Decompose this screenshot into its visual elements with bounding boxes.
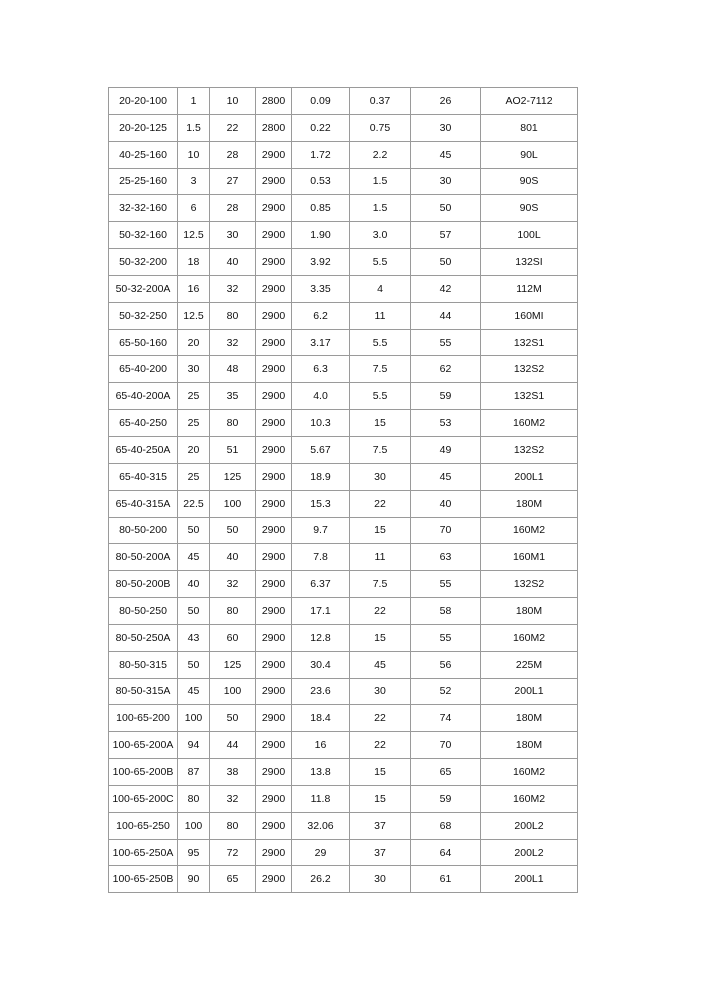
cell-model: 100-65-200 — [109, 705, 178, 732]
cell-head: 28 — [210, 141, 256, 168]
cell-shaft-power: 15.3 — [292, 490, 350, 517]
cell-head: 40 — [210, 544, 256, 571]
cell-motor-model: 180M — [481, 490, 578, 517]
cell-shaft-power: 17.1 — [292, 598, 350, 625]
cell-shaft-power: 13.8 — [292, 759, 350, 786]
table-body — [109, 88, 578, 893]
cell-motor-power: 7.5 — [350, 571, 411, 598]
cell-model: 20-20-125 — [109, 114, 178, 141]
cell-flow: 100 — [178, 812, 210, 839]
cell-efficiency: 64 — [411, 839, 481, 866]
cell-shaft-power: 7.8 — [292, 544, 350, 571]
table-row — [109, 195, 578, 222]
cell-model: 65-50-160 — [109, 329, 178, 356]
cell-model: 65-40-200 — [109, 356, 178, 383]
cell-motor-model: 132SI — [481, 249, 578, 276]
cell-model: 100-65-200B — [109, 759, 178, 786]
table-row — [109, 544, 578, 571]
cell-speed: 2900 — [256, 732, 292, 759]
cell-flow: 1.5 — [178, 114, 210, 141]
cell-shaft-power: 6.2 — [292, 302, 350, 329]
cell-motor-power: 30 — [350, 678, 411, 705]
cell-head: 32 — [210, 785, 256, 812]
table-row — [109, 114, 578, 141]
cell-head: 28 — [210, 195, 256, 222]
cell-motor-power: 30 — [350, 463, 411, 490]
cell-efficiency: 62 — [411, 356, 481, 383]
cell-efficiency: 55 — [411, 571, 481, 598]
table-row — [109, 705, 578, 732]
cell-flow: 80 — [178, 785, 210, 812]
cell-speed: 2900 — [256, 195, 292, 222]
table-row — [109, 356, 578, 383]
cell-motor-power: 4 — [350, 275, 411, 302]
cell-speed: 2900 — [256, 678, 292, 705]
cell-shaft-power: 12.8 — [292, 624, 350, 651]
cell-head: 10 — [210, 88, 256, 115]
cell-head: 27 — [210, 168, 256, 195]
cell-shaft-power: 18.9 — [292, 463, 350, 490]
cell-head: 22 — [210, 114, 256, 141]
cell-model: 80-50-315 — [109, 651, 178, 678]
cell-efficiency: 61 — [411, 866, 481, 893]
cell-head: 72 — [210, 839, 256, 866]
cell-head: 80 — [210, 598, 256, 625]
cell-model: 80-50-315A — [109, 678, 178, 705]
cell-motor-power: 2.2 — [350, 141, 411, 168]
cell-model: 40-25-160 — [109, 141, 178, 168]
cell-motor-model: 160M2 — [481, 624, 578, 651]
cell-efficiency: 58 — [411, 598, 481, 625]
cell-efficiency: 26 — [411, 88, 481, 115]
table-row — [109, 598, 578, 625]
cell-motor-model: 225M — [481, 651, 578, 678]
cell-model: 100-65-250B — [109, 866, 178, 893]
cell-efficiency: 70 — [411, 517, 481, 544]
cell-head: 32 — [210, 329, 256, 356]
cell-shaft-power: 3.17 — [292, 329, 350, 356]
cell-head: 32 — [210, 275, 256, 302]
table-row — [109, 436, 578, 463]
cell-efficiency: 56 — [411, 651, 481, 678]
cell-speed: 2900 — [256, 651, 292, 678]
cell-shaft-power: 23.6 — [292, 678, 350, 705]
cell-motor-power: 22 — [350, 732, 411, 759]
cell-motor-power: 45 — [350, 651, 411, 678]
cell-flow: 43 — [178, 624, 210, 651]
cell-motor-power: 5.5 — [350, 249, 411, 276]
cell-head: 50 — [210, 517, 256, 544]
cell-shaft-power: 3.92 — [292, 249, 350, 276]
cell-motor-model: 160M2 — [481, 785, 578, 812]
cell-motor-power: 7.5 — [350, 436, 411, 463]
cell-efficiency: 53 — [411, 410, 481, 437]
cell-motor-power: 11 — [350, 544, 411, 571]
table-row — [109, 329, 578, 356]
cell-motor-power: 1.5 — [350, 195, 411, 222]
cell-shaft-power: 4.0 — [292, 383, 350, 410]
cell-speed: 2900 — [256, 436, 292, 463]
cell-speed: 2800 — [256, 114, 292, 141]
cell-head: 44 — [210, 732, 256, 759]
cell-motor-model: 160M2 — [481, 759, 578, 786]
cell-speed: 2900 — [256, 490, 292, 517]
cell-flow: 45 — [178, 678, 210, 705]
cell-motor-model: 132S1 — [481, 383, 578, 410]
cell-speed: 2900 — [256, 249, 292, 276]
table-row — [109, 249, 578, 276]
cell-efficiency: 49 — [411, 436, 481, 463]
cell-speed: 2900 — [256, 302, 292, 329]
cell-efficiency: 45 — [411, 463, 481, 490]
cell-head: 50 — [210, 705, 256, 732]
cell-motor-model: 160M1 — [481, 544, 578, 571]
cell-model: 50-32-200A — [109, 275, 178, 302]
cell-model: 65-40-315 — [109, 463, 178, 490]
cell-motor-model: 132S1 — [481, 329, 578, 356]
cell-head: 80 — [210, 302, 256, 329]
cell-flow: 87 — [178, 759, 210, 786]
cell-shaft-power: 5.67 — [292, 436, 350, 463]
cell-motor-model: 112M — [481, 275, 578, 302]
cell-speed: 2900 — [256, 356, 292, 383]
cell-speed: 2900 — [256, 571, 292, 598]
cell-flow: 50 — [178, 598, 210, 625]
cell-model: 65-40-200A — [109, 383, 178, 410]
cell-efficiency: 59 — [411, 785, 481, 812]
cell-shaft-power: 32.06 — [292, 812, 350, 839]
cell-model: 50-32-200 — [109, 249, 178, 276]
cell-motor-model: 132S2 — [481, 356, 578, 383]
cell-shaft-power: 3.35 — [292, 275, 350, 302]
cell-model: 80-50-200A — [109, 544, 178, 571]
cell-motor-power: 37 — [350, 812, 411, 839]
cell-model: 20-20-100 — [109, 88, 178, 115]
cell-head: 51 — [210, 436, 256, 463]
table-row — [109, 571, 578, 598]
table-row — [109, 168, 578, 195]
cell-speed: 2900 — [256, 410, 292, 437]
cell-motor-model: 160M2 — [481, 410, 578, 437]
cell-head: 65 — [210, 866, 256, 893]
cell-motor-model: 200L2 — [481, 839, 578, 866]
cell-model: 65-40-250 — [109, 410, 178, 437]
cell-flow: 10 — [178, 141, 210, 168]
cell-flow: 90 — [178, 866, 210, 893]
table-row — [109, 759, 578, 786]
cell-model: 80-50-200 — [109, 517, 178, 544]
cell-model: 65-40-315A — [109, 490, 178, 517]
cell-speed: 2900 — [256, 759, 292, 786]
cell-motor-model: 801 — [481, 114, 578, 141]
cell-motor-power: 37 — [350, 839, 411, 866]
cell-head: 125 — [210, 651, 256, 678]
cell-motor-model: AO2-7112 — [481, 88, 578, 115]
cell-model: 25-25-160 — [109, 168, 178, 195]
cell-model: 100-65-200C — [109, 785, 178, 812]
cell-model: 50-32-160 — [109, 222, 178, 249]
cell-model: 100-65-250A — [109, 839, 178, 866]
cell-efficiency: 59 — [411, 383, 481, 410]
cell-efficiency: 68 — [411, 812, 481, 839]
cell-flow: 20 — [178, 329, 210, 356]
cell-shaft-power: 1.90 — [292, 222, 350, 249]
cell-head: 35 — [210, 383, 256, 410]
table-row — [109, 678, 578, 705]
cell-model: 80-50-250 — [109, 598, 178, 625]
cell-speed: 2900 — [256, 141, 292, 168]
cell-motor-model: 180M — [481, 732, 578, 759]
cell-efficiency: 30 — [411, 168, 481, 195]
cell-motor-power: 15 — [350, 759, 411, 786]
cell-flow: 25 — [178, 383, 210, 410]
cell-head: 30 — [210, 222, 256, 249]
cell-head: 80 — [210, 812, 256, 839]
cell-motor-model: 200L2 — [481, 812, 578, 839]
cell-motor-power: 3.0 — [350, 222, 411, 249]
cell-model: 32-32-160 — [109, 195, 178, 222]
cell-model: 50-32-250 — [109, 302, 178, 329]
table-row — [109, 490, 578, 517]
cell-motor-model: 180M — [481, 598, 578, 625]
cell-speed: 2900 — [256, 383, 292, 410]
cell-motor-model: 132S2 — [481, 571, 578, 598]
cell-speed: 2900 — [256, 839, 292, 866]
cell-head: 80 — [210, 410, 256, 437]
cell-shaft-power: 0.09 — [292, 88, 350, 115]
table-row — [109, 517, 578, 544]
cell-shaft-power: 10.3 — [292, 410, 350, 437]
table-row — [109, 651, 578, 678]
cell-motor-power: 22 — [350, 490, 411, 517]
cell-speed: 2900 — [256, 168, 292, 195]
cell-speed: 2900 — [256, 866, 292, 893]
cell-shaft-power: 6.37 — [292, 571, 350, 598]
cell-motor-model: 200L1 — [481, 463, 578, 490]
cell-efficiency: 57 — [411, 222, 481, 249]
cell-model: 100-65-250 — [109, 812, 178, 839]
cell-speed: 2900 — [256, 329, 292, 356]
cell-motor-power: 22 — [350, 705, 411, 732]
cell-efficiency: 50 — [411, 195, 481, 222]
cell-flow: 12.5 — [178, 222, 210, 249]
table-row — [109, 383, 578, 410]
cell-efficiency: 55 — [411, 329, 481, 356]
cell-motor-power: 22 — [350, 598, 411, 625]
table-row — [109, 839, 578, 866]
cell-motor-power: 7.5 — [350, 356, 411, 383]
cell-speed: 2900 — [256, 624, 292, 651]
cell-shaft-power: 1.72 — [292, 141, 350, 168]
cell-motor-power: 0.37 — [350, 88, 411, 115]
cell-efficiency: 45 — [411, 141, 481, 168]
cell-shaft-power: 16 — [292, 732, 350, 759]
cell-motor-power: 15 — [350, 517, 411, 544]
cell-shaft-power: 6.3 — [292, 356, 350, 383]
cell-head: 100 — [210, 490, 256, 517]
cell-head: 40 — [210, 249, 256, 276]
cell-speed: 2900 — [256, 544, 292, 571]
cell-speed: 2900 — [256, 275, 292, 302]
cell-model: 80-50-250A — [109, 624, 178, 651]
pump-spec-table — [108, 87, 578, 893]
cell-model: 65-40-250A — [109, 436, 178, 463]
cell-efficiency: 50 — [411, 249, 481, 276]
table-row — [109, 222, 578, 249]
cell-shaft-power: 29 — [292, 839, 350, 866]
cell-motor-power: 5.5 — [350, 329, 411, 356]
cell-speed: 2900 — [256, 463, 292, 490]
table-row — [109, 732, 578, 759]
cell-speed: 2800 — [256, 88, 292, 115]
cell-flow: 40 — [178, 571, 210, 598]
cell-efficiency: 70 — [411, 732, 481, 759]
cell-flow: 12.5 — [178, 302, 210, 329]
cell-motor-power: 15 — [350, 624, 411, 651]
table-row — [109, 866, 578, 893]
table-row — [109, 141, 578, 168]
cell-head: 48 — [210, 356, 256, 383]
table-row — [109, 302, 578, 329]
cell-motor-power: 11 — [350, 302, 411, 329]
cell-speed: 2900 — [256, 812, 292, 839]
cell-shaft-power: 26.2 — [292, 866, 350, 893]
cell-head: 32 — [210, 571, 256, 598]
cell-model: 100-65-200A — [109, 732, 178, 759]
cell-motor-model: 100L — [481, 222, 578, 249]
cell-motor-model: 200L1 — [481, 678, 578, 705]
cell-efficiency: 44 — [411, 302, 481, 329]
cell-speed: 2900 — [256, 222, 292, 249]
cell-shaft-power: 9.7 — [292, 517, 350, 544]
cell-efficiency: 65 — [411, 759, 481, 786]
cell-motor-model: 200L1 — [481, 866, 578, 893]
cell-motor-power: 5.5 — [350, 383, 411, 410]
cell-flow: 6 — [178, 195, 210, 222]
cell-speed: 2900 — [256, 598, 292, 625]
cell-model: 80-50-200B — [109, 571, 178, 598]
cell-shaft-power: 11.8 — [292, 785, 350, 812]
cell-motor-power: 1.5 — [350, 168, 411, 195]
cell-efficiency: 55 — [411, 624, 481, 651]
cell-motor-power: 30 — [350, 866, 411, 893]
cell-efficiency: 74 — [411, 705, 481, 732]
cell-head: 125 — [210, 463, 256, 490]
cell-shaft-power: 0.85 — [292, 195, 350, 222]
cell-flow: 50 — [178, 517, 210, 544]
cell-motor-model: 90L — [481, 141, 578, 168]
cell-motor-power: 15 — [350, 785, 411, 812]
cell-flow: 22.5 — [178, 490, 210, 517]
cell-shaft-power: 0.22 — [292, 114, 350, 141]
cell-flow: 20 — [178, 436, 210, 463]
cell-efficiency: 63 — [411, 544, 481, 571]
cell-flow: 95 — [178, 839, 210, 866]
cell-flow: 25 — [178, 410, 210, 437]
cell-motor-model: 90S — [481, 168, 578, 195]
cell-head: 100 — [210, 678, 256, 705]
cell-motor-power: 0.75 — [350, 114, 411, 141]
cell-motor-model: 160MI — [481, 302, 578, 329]
cell-efficiency: 42 — [411, 275, 481, 302]
table-row — [109, 275, 578, 302]
cell-flow: 45 — [178, 544, 210, 571]
cell-efficiency: 30 — [411, 114, 481, 141]
cell-motor-model: 180M — [481, 705, 578, 732]
cell-motor-power: 15 — [350, 410, 411, 437]
table-row — [109, 812, 578, 839]
cell-flow: 25 — [178, 463, 210, 490]
cell-speed: 2900 — [256, 705, 292, 732]
table-row — [109, 463, 578, 490]
cell-shaft-power: 30.4 — [292, 651, 350, 678]
table-row — [109, 410, 578, 437]
table-row — [109, 785, 578, 812]
cell-flow: 3 — [178, 168, 210, 195]
cell-efficiency: 52 — [411, 678, 481, 705]
cell-flow: 16 — [178, 275, 210, 302]
cell-efficiency: 40 — [411, 490, 481, 517]
cell-shaft-power: 0.53 — [292, 168, 350, 195]
cell-motor-model: 90S — [481, 195, 578, 222]
table-row — [109, 88, 578, 115]
cell-head: 60 — [210, 624, 256, 651]
cell-motor-model: 132S2 — [481, 436, 578, 463]
cell-flow: 18 — [178, 249, 210, 276]
cell-flow: 30 — [178, 356, 210, 383]
cell-head: 38 — [210, 759, 256, 786]
cell-flow: 94 — [178, 732, 210, 759]
cell-flow: 1 — [178, 88, 210, 115]
cell-flow: 50 — [178, 651, 210, 678]
cell-shaft-power: 18.4 — [292, 705, 350, 732]
cell-flow: 100 — [178, 705, 210, 732]
cell-speed: 2900 — [256, 517, 292, 544]
cell-motor-model: 160M2 — [481, 517, 578, 544]
cell-speed: 2900 — [256, 785, 292, 812]
table-row — [109, 624, 578, 651]
